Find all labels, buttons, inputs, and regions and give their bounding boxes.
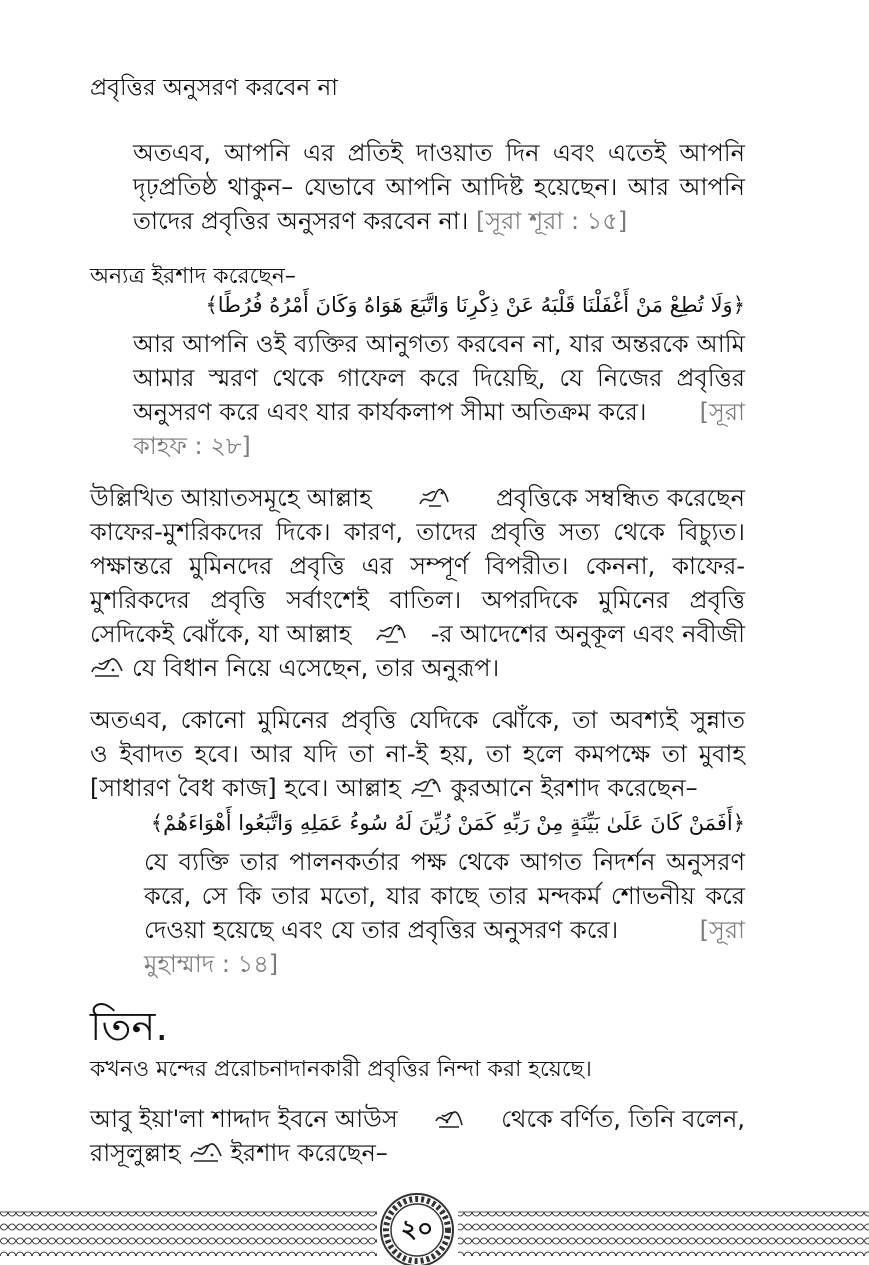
intro2: অন্যত্র ইরশাদ করেছেন– (90, 264, 296, 289)
calligraphic-honorific-icon (374, 622, 408, 646)
quote2-line3-text: অনুসরণ করে এবং যার কার্যকলাপ সীমা অতিক্রম করে। (133, 398, 647, 426)
para4-line1: অতএব, কোনো মুমিনের প্রবৃত্তি যেদিকে ঝোঁকে, তা অবশ্যই সুন্নাত (90, 706, 745, 734)
para6-line2-a: রাসূলুল্লাহ (90, 1139, 181, 1167)
para3-line5-b: -র আদেশের অনুকূল এবং নবীজী (430, 620, 745, 648)
quote3-line1: যে ব্যক্তি তার পালনকর্তার পক্ষ থেকে আগত নিদর্শন অনুসরণ (144, 848, 745, 876)
para6-line2-b: ইরশাদ করেছেন– (230, 1139, 388, 1167)
para4-line3-b: কুরআনে ইরশাদ করেছেন– (450, 774, 698, 802)
running-title: প্রবৃত্তির অনুসরণ করবেন না (90, 75, 338, 101)
quote2-line1: আর আপনি ওই ব্যক্তির আনুগত্য করবেন না, যার অন্তরকে আমি (133, 330, 745, 358)
para3-line1-b: প্রবৃত্তিকে সম্বন্ধিত করেছেন (495, 484, 745, 512)
calligraphic-honorific-icon (409, 776, 443, 800)
para5: কখনও মন্দের প্ররোচনাদানকারী প্রবৃত্তির নিন্দা করা হয়েছে। (90, 1057, 592, 1082)
para4-line3-a: [সাধারণ বৈধ কাজ] হবে। আল্লাহ (90, 774, 401, 802)
para3-line3: পক্ষান্তরে মুমিনদের প্রবৃত্তি এর সম্পূর্ণ বিপরীত। কেননা, কাফের- (90, 552, 745, 580)
quote1-line3 (133, 206, 627, 236)
quote3-line3 (144, 915, 745, 945)
para3-line5-a: সেদিকেই ঝোঁকে, যা আল্লাহ (90, 620, 352, 648)
quote1-reference: [সূরা শূরা : ১৫] (475, 207, 628, 235)
quote2-reference-part1: [সূরা (699, 398, 745, 426)
quote2-line2: আমার স্মরণ থেকে গাফেল করে দিয়েছি, যে নিজের প্রবৃত্তির (133, 364, 745, 392)
quote3-reference-part2: মুহাম্মাদ : ১৪] (144, 950, 279, 978)
para3-line5 (90, 619, 745, 649)
para6-line1 (90, 1104, 745, 1134)
para3-line6 (90, 653, 499, 683)
section-heading: তিন. (90, 1004, 169, 1050)
calligraphic-honorific-icon (417, 486, 451, 510)
calligraphic-honorific-icon (90, 656, 124, 680)
para3-line4: মুশরিকদের প্রবৃত্তি সর্বাংশেই বাতিল। অপরদিকে মুমিনের প্রবৃত্তি (90, 586, 745, 614)
arabic-verse-1: ﴿وَلَا تُطِعْ مَنْ أَغْفَلْنَا قَلْبَهُ عَنْ ذِكْرِنَا وَاتَّبَعَ هَوَاهُ وَكَانَ أَمْرُهُ فُرُطًا﴾ (205, 293, 745, 317)
quote1-line1: অতএব, আপনি এর প্রতিই দাওয়াত দিন এবং এতেই আপনি (133, 139, 745, 167)
quote3-reference-part1: [সূরা (699, 916, 745, 944)
para3-line2: কাফের-মুশরিকদের দিকে। কারণ, তাদের প্রবৃত্তি সত্য থেকে বিচ্যুত। (90, 518, 745, 546)
quote1-line3-text: তাদের প্রবৃত্তির অনুসরণ করবেন না। (133, 207, 469, 235)
arabic-verse-2: ﴿أَفَمَنْ كَانَ عَلَىٰ بَيِّنَةٍ مِنْ رَبِّهِ كَمَنْ زُيِّنَ لَهُ سُوءُ عَمَلِهِ وَاتَّبَعُوا أَهْوَاءَهُمْ﴾ (150, 811, 745, 835)
para3-line1 (90, 483, 745, 513)
para3-line1-a: উল্লিখিত আয়াতসমূহে আল্লাহ (90, 484, 372, 512)
quote3-line3-text: দেওয়া হয়েছে এবং যে তার প্রবৃত্তির অনুসরণ করে। (144, 916, 619, 944)
quote1-line2: দৃঢ়প্রতিষ্ঠ থাকুন– যেভাবে আপনি আদিষ্ট হয়েছেন। আর আপনি (133, 173, 745, 201)
para6-line1-a: আবু ইয়া'লা শাদ্দাদ ইবনে আউস (90, 1105, 398, 1133)
page-number: ২০ (400, 1214, 434, 1243)
calligraphic-honorific-icon (432, 1107, 466, 1131)
quote2-reference-part2: কাহফ : ২৮] (133, 432, 251, 460)
para4-line2: ও ইবাদত হবে। আর যদি তা না-ই হয়, তা হলে কমপক্ষে তা মুবাহ (90, 740, 745, 768)
para6-line1-b: থেকে বর্ণিত, তিনি বলেন, (501, 1105, 745, 1133)
para6-line2 (90, 1138, 388, 1168)
quote3-line2: করে, সে কি তার মতো, যার কাছে তার মন্দকর্ম শোভনীয় করে (144, 882, 745, 910)
quote2-line3 (133, 397, 745, 427)
para4-line3 (90, 773, 698, 803)
calligraphic-honorific-icon (189, 1141, 223, 1165)
para3-line6-text: যে বিধান নিয়ে এসেছেন, তার অনুরূপ। (132, 654, 500, 682)
